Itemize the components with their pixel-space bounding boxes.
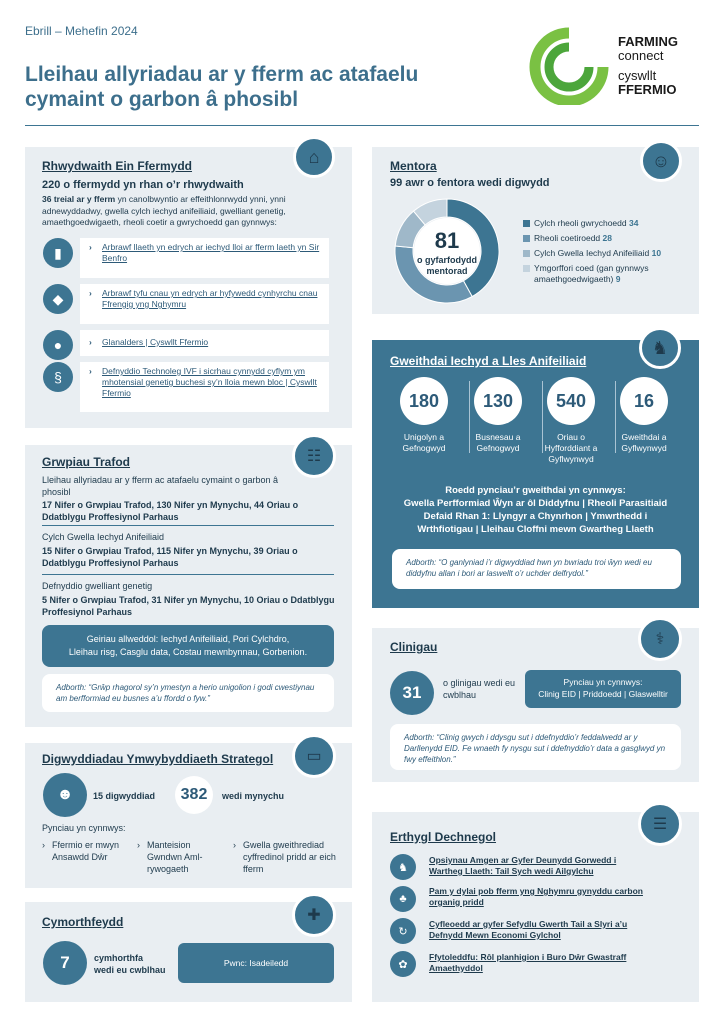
- group-stats: 15 Nifer o Grwpiau Trafod, 115 Nifer yn Mynychu, 39 Oriau o Ddatblygu Proffesiynol Parhaus: [42, 546, 298, 568]
- groups-keywords: Geiriau allweddol: Iechyd Anifeiliaid, Pori Cylchdro, Lleihau risg, Casglu data, Costau mewnbynnau, Gorbenion.: [42, 625, 334, 667]
- stat-label: Oriau o Hyfforddiant a Gyflwynwyd: [544, 432, 598, 464]
- legend-label: Ymgorffori coed (gan gynnwys amaethgoedwigaeth): [534, 263, 649, 284]
- stat-label: Unigolyn a Gefnogwyd: [402, 432, 446, 453]
- network-link-2[interactable]: › Arbrawf tyfu cnau yn edrych ar hyfywedd cynhyrchu cnau Ffrengig yng Nghymru: [80, 284, 329, 324]
- legend-item: [523, 263, 688, 285]
- legend-swatch: [523, 235, 530, 242]
- soil-icon: ♣: [390, 886, 416, 912]
- support-label: cymhorthfa wedi eu cwblhau: [94, 953, 166, 975]
- divider: [42, 525, 334, 526]
- logo-text-connect: connect: [618, 48, 664, 63]
- group-stats: 5 Nifer o Grwpiau Trafod, 31 Nifer yn Mynychu, 10 Oriau o Ddatblygu Proffesiynol Parhaus: [42, 595, 335, 617]
- legend-label: Cylch Gwella Iechyd Anifeiliaid: [534, 248, 652, 258]
- article-link-4[interactable]: Ffytoleddfu: Rôl planhigion i Buro Dŵr Gwastraff Amaethyddol: [429, 952, 627, 973]
- cow-icon: ♞: [390, 854, 416, 880]
- farming-connect-logo-icon: [528, 27, 610, 105]
- logo-text-cyswllt: cyswllt: [618, 68, 657, 83]
- milk-icon: ▮: [43, 238, 73, 268]
- events-count: 15 digwyddiad: [93, 791, 156, 801]
- group-name: Cylch Gwella Iechyd Anifeiliaid: [42, 532, 165, 542]
- chicken-icon: ●: [43, 330, 73, 360]
- support-count: 7: [43, 941, 87, 985]
- clinics-count: 31: [390, 671, 434, 715]
- stat-workshops: 16: [620, 377, 668, 425]
- people-icon: ☻: [43, 773, 87, 817]
- legend-swatch: [523, 250, 530, 257]
- legend-swatch: [523, 265, 530, 272]
- article-link-3[interactable]: Cyfleoedd ar gyfer Sefydlu Gwerth Tail a Slyri a’u Defnydd Mewn Economi Gylchol: [429, 919, 628, 940]
- stat-businesses: 130: [474, 377, 522, 425]
- legend-label: Rheoli coetiroedd: [534, 233, 603, 243]
- stat-hours: 540: [547, 377, 595, 425]
- legend-item: [523, 248, 688, 259]
- legend-value: 34: [628, 218, 639, 228]
- stat-label: Busnesau a Gefnogwyd: [475, 432, 521, 453]
- mentor-legend: [523, 218, 688, 289]
- workshop-topics: Roedd pynciau’r gweithdai yn cynnwys: Gwella Perfformiad Ŵyn ar ôl Diddyfnu | Rheoli Parasitiaid Defaid Rhan 1: Llyngyr a Chynrhon | Ymwrthedd i Wrthfiotigau | Lleihau Cloffni mewn Gwartheg Llaeth: [403, 485, 668, 535]
- articles-title: Erthygl Dechnegol: [390, 830, 497, 844]
- stat-label: Gweithdai a Gyflwynwyd: [621, 432, 667, 453]
- legend-item: [523, 218, 688, 229]
- cycle-icon: ↻: [390, 918, 416, 944]
- clinics-label: o glinigau wedi eu cwblhau: [443, 678, 516, 700]
- mentor-center-label: o gyfarfodydd mentorad: [417, 255, 477, 276]
- network-link-4[interactable]: › Defnyddio Technoleg IVF i sicrhau cynnydd cyflym ym mhotensial genetig buchesi sy’n lloia mewn bloc | Cyswllt Ffermio: [80, 362, 329, 412]
- header-divider: [25, 125, 699, 126]
- groups-quote: Adborth: “Grŵp rhagorol sy’n ymestyn a herio unigolion i godi cwestiynau am berfformiad eu busnes a’u ffordd o fyw.”: [42, 674, 334, 712]
- add-person-icon: ✚: [292, 893, 336, 937]
- wales-map-icon: ⌂: [293, 136, 335, 178]
- logo-text-ffermio: FFERMIO: [618, 82, 677, 97]
- document-icon: ☰: [638, 802, 682, 846]
- clinic-topics: Pynciau yn cynnwys: Clinig EID | Priddoedd | Glaswelltir: [525, 670, 681, 708]
- stat-individuals: 180: [400, 377, 448, 425]
- plant-icon: ✿: [390, 951, 416, 977]
- legend-value: 9: [615, 274, 621, 284]
- groups-title: Grwpiau Trafod: [42, 455, 131, 469]
- network-description: 36 treial ar y fferm yn canolbwyntio ar effeithlonrwydd ynni, ynni adnewyddadwy, gwella cylch iechyd anifeiliaid, gwelliant genetig, amaethgoedwigaeth, rheoli coetir a gwrychoedd gan gynnwys:: [42, 194, 286, 227]
- legend-value: 28: [602, 233, 612, 243]
- support-title: Cymorthfeydd: [42, 915, 124, 929]
- article-link-2[interactable]: Pam y dylai pob fferm yng Nghymru gynyddu carbon organig pridd: [429, 886, 643, 907]
- wales-icon: ◆: [43, 284, 73, 314]
- support-topic: Pwnc: Isadeiledd: [178, 943, 334, 983]
- events-title: Digwyddiadau Ymwybyddiaeth Strategol: [42, 752, 274, 766]
- divider: [42, 574, 334, 575]
- group-name: Lleihau allyriadau ar y fferm ac atafaelu cymaint o garbon â phosibl: [42, 475, 278, 497]
- mentor-title: Mentora: [390, 159, 437, 173]
- group-stats: 17 Nifer o Grwpiau Trafod, 130 Nifer yn Mynychu, 44 Oriau o Ddatblygu Proffesiynol Parhaus: [42, 500, 299, 522]
- legend-swatch: [523, 220, 530, 227]
- events-topics-title: Pynciau yn cynnwys:: [42, 823, 126, 833]
- report-date: Ebrill – Mehefin 2024: [25, 24, 138, 38]
- clinics-quote: Adborth: “Clinig gwych i ddysgu sut i ddefnyddio’r feddalwedd ar y Darllenydd EID. Fe wnaeth fy nysgu sut i ddefnyddio’r data a gasglwyd yn fwy effeithlon.”: [390, 724, 681, 770]
- legend-value: 10: [651, 248, 662, 258]
- lungs-icon: ⚕: [638, 617, 682, 661]
- group-name: Defnyddio gwelliant genetig: [42, 581, 153, 591]
- dna-icon: §: [43, 362, 73, 392]
- group-discussion-icon: ☷: [292, 434, 336, 478]
- mentor-subtitle: 99 awr o fentora wedi digwydd: [390, 177, 550, 189]
- events-attendance-label: wedi mynychu: [222, 791, 285, 801]
- network-link-1[interactable]: › Arbrawf llaeth yn edrych ar iechyd lloi ar fferm laeth yn Sir Benfro: [80, 238, 329, 278]
- article-link-1[interactable]: Opsiynau Amgen ar Gyfer Deunydd Gorwedd i Wartheg Llaeth: Tail Sych wedi Ailgylchu: [429, 855, 617, 876]
- legend-item: [523, 233, 688, 244]
- cow-icon: ♞: [639, 327, 681, 369]
- network-link-3[interactable]: › Glanalders | Cyswllt Ffermio: [80, 330, 329, 356]
- event-topic: › Manteision Gwndwn Aml-rywogaeth: [137, 840, 203, 874]
- mentor-chat-icon: ☺: [640, 140, 682, 182]
- mentor-center-value: 81: [434, 228, 460, 253]
- logo-text-farming: FARMING: [618, 34, 678, 49]
- network-subtitle: 220 o ffermydd yn rhan o’r rhwydwaith: [42, 179, 244, 191]
- event-topic: › Gwella gweithrediad cyffredinol pridd ar eich fferm: [233, 840, 336, 874]
- page-title: Lleihau allyriadau ar y fferm ac atafaelu cymaint o garbon â phosibl: [25, 63, 419, 111]
- network-title: Rhwydwaith Ein Ffermydd: [42, 159, 193, 173]
- clinics-title: Clinigau: [390, 640, 438, 654]
- workshops-title: Gweithdai Iechyd a Lles Anifeiliaid: [390, 354, 587, 368]
- events-attendance: 382: [175, 776, 213, 814]
- workshops-quote: Adborth: “O ganlyniad i’r digwyddiad hwn yn bwriadu troi ŵyn wedi eu diddyfnu allan i bori ar laswellt o’r uchder delfrydol.”: [392, 549, 681, 589]
- legend-label: Cylch rheoli gwrychoedd: [534, 218, 629, 228]
- event-topic: › Ffermio er mwyn Ansawdd Dŵr: [42, 840, 120, 862]
- presentation-icon: ▭: [292, 734, 336, 778]
